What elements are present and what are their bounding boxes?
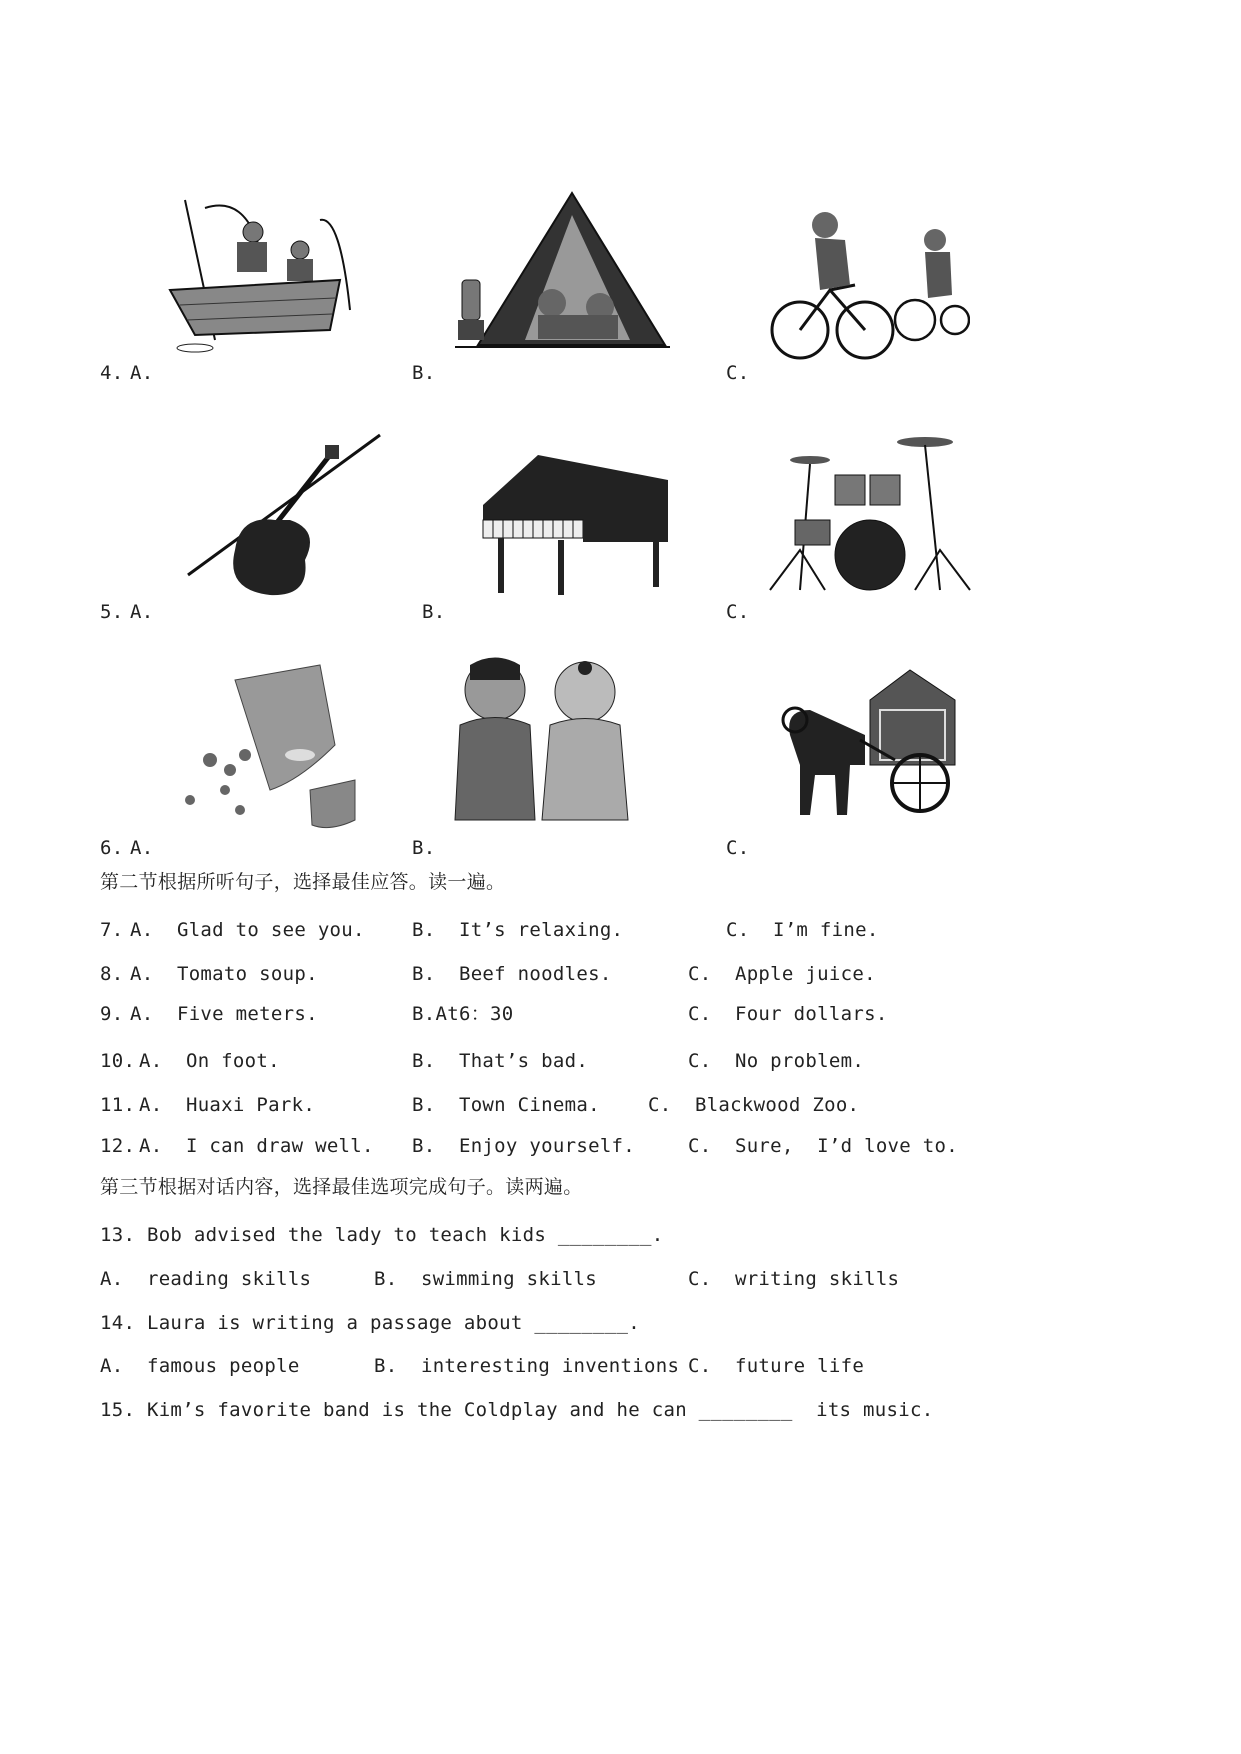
fishing-boat-icon xyxy=(165,190,395,360)
question-5-option-c: C. xyxy=(726,601,750,623)
question-13-option-c: C. writing skills xyxy=(688,1268,900,1290)
question-12-option-b: B. Enjoy yourself. xyxy=(412,1135,636,1157)
question-10-option-c: C. No problem. xyxy=(688,1050,865,1072)
paper-cut-sheep-cart-icon xyxy=(775,665,965,830)
question-15-stem: 15. Kim’s favorite band is the Coldplay and he can ________ its music. xyxy=(100,1399,934,1421)
question-5-option-b: B. xyxy=(422,601,446,623)
question-7-option-a: A. Glad to see you. xyxy=(130,919,365,941)
question-13-stem: 13. Bob advised the lady to teach kids ________. xyxy=(100,1224,664,1246)
camping-tent-icon xyxy=(450,185,675,370)
question-4-option-c: C. xyxy=(726,362,750,384)
question-7-number: 7. xyxy=(100,919,124,941)
question-8-option-c: C. Apple juice. xyxy=(688,963,876,985)
question-8-number: 8. xyxy=(100,963,124,985)
question-14-option-c: C. future life xyxy=(688,1355,865,1377)
question-11-option-c: C. Blackwood Zoo. xyxy=(648,1094,860,1116)
question-5-option-a: A. xyxy=(130,601,154,623)
question-12-option-a: A. I can draw well. xyxy=(139,1135,374,1157)
question-12-number: 12. xyxy=(100,1135,136,1157)
question-4-option-a: A. xyxy=(130,362,154,384)
question-8-option-b: B. Beef noodles. xyxy=(412,963,612,985)
question-4-option-b: B. xyxy=(412,362,436,384)
question-7-option-b: B. It’s relaxing. xyxy=(412,919,624,941)
question-6-option-a: A. xyxy=(130,837,154,859)
question-14-stem: 14. Laura is writing a passage about ________. xyxy=(100,1312,640,1334)
section-3-heading: 第三节根据对话内容，选择最佳选项完成句子。读两遍。 xyxy=(100,1176,583,1198)
cycling-icon xyxy=(770,200,970,375)
violin-icon xyxy=(180,425,385,605)
section-2-heading: 第二节根据所听句子，选择最佳应答。读一遍。 xyxy=(100,871,506,893)
question-6-number: 6. xyxy=(100,837,124,859)
question-13-option-b: B. swimming skills xyxy=(374,1268,598,1290)
question-14-option-a: A. famous people xyxy=(100,1355,300,1377)
question-11-number: 11. xyxy=(100,1094,136,1116)
sky-lanterns-icon xyxy=(180,660,390,835)
question-10-option-b: B. That’s bad. xyxy=(412,1050,589,1072)
question-8-option-a: A. Tomato soup. xyxy=(130,963,318,985)
question-11-option-a: A. Huaxi Park. xyxy=(139,1094,316,1116)
question-7-option-c: C. I’m fine. xyxy=(726,919,879,941)
question-6-option-b: B. xyxy=(412,837,436,859)
question-12-option-c: C. Sure, I’d love to. xyxy=(688,1135,958,1157)
question-14-option-b: B. interesting inventions xyxy=(374,1355,680,1377)
question-11-option-b: B. Town Cinema. xyxy=(412,1094,600,1116)
question-9-option-c: C. Four dollars. xyxy=(688,1003,888,1025)
question-5-number: 5. xyxy=(100,601,124,623)
question-10-number: 10. xyxy=(100,1050,136,1072)
question-9-number: 9. xyxy=(100,1003,124,1025)
question-4-number: 4. xyxy=(100,362,124,384)
piano-icon xyxy=(478,450,673,600)
question-13-option-a: A. reading skills xyxy=(100,1268,312,1290)
question-9-option-a: A. Five meters. xyxy=(130,1003,318,1025)
drum-kit-icon xyxy=(765,430,975,600)
question-10-option-a: A. On foot. xyxy=(139,1050,280,1072)
question-9-option-b: B.At6：30 xyxy=(412,1003,514,1025)
clay-dolls-icon xyxy=(450,650,640,835)
question-6-option-c: C. xyxy=(726,837,750,859)
